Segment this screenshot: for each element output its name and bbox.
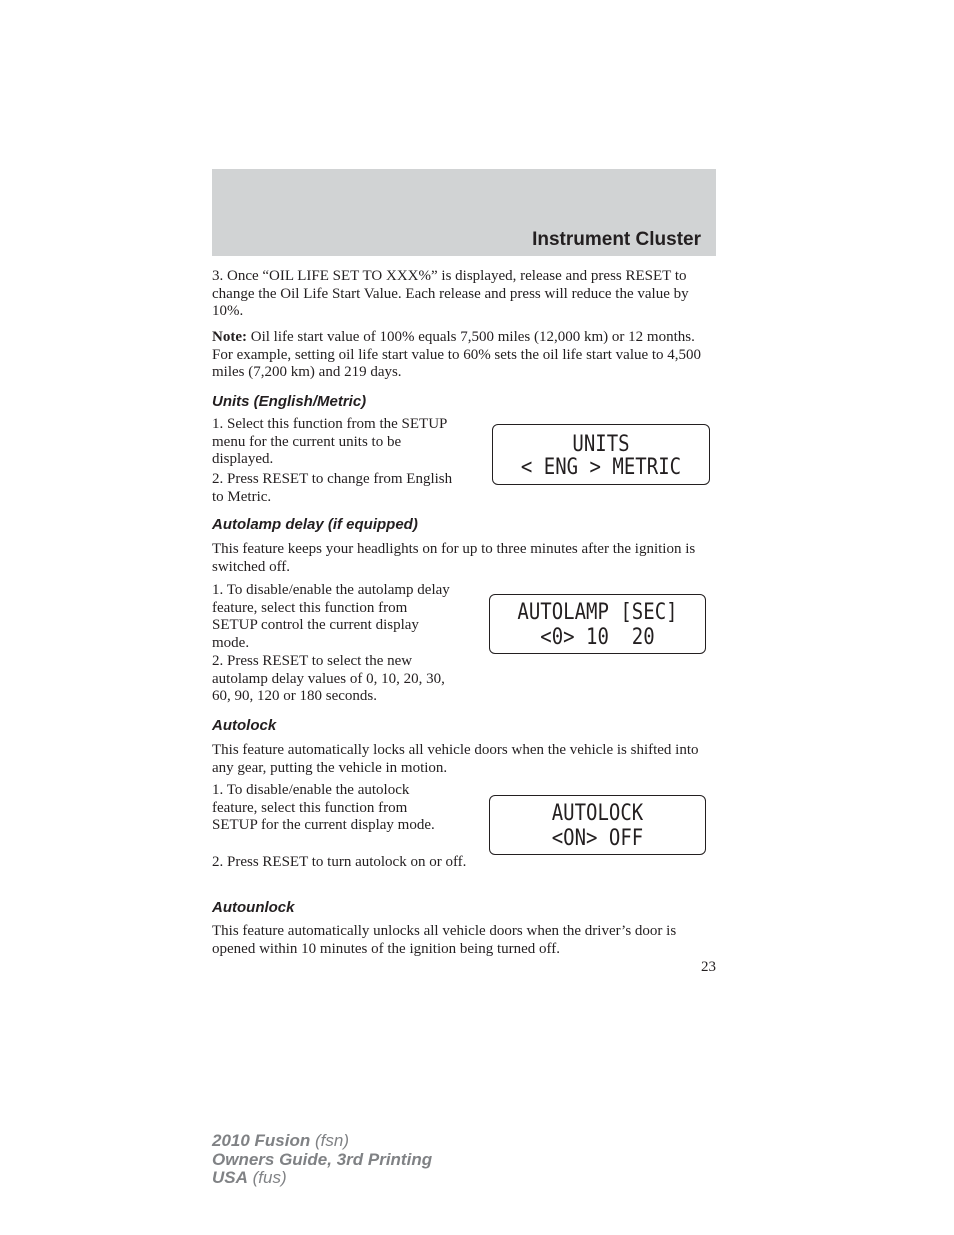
- autolamp-heading: Autolamp delay (if equipped): [212, 516, 418, 533]
- footer-line-1: [212, 1132, 432, 1151]
- section-title: Instrument Cluster: [532, 229, 701, 250]
- note-text: Oil life start value of 100% equals 7,500 miles (12,000 km) or 12 months. For example, setting oil life start value to 60% sets the oil life start value to 4,500 miles (7,200 km) and 219 days.: [212, 329, 702, 380]
- autolock-display-line-2: <ON> OFF: [551, 825, 644, 851]
- autounlock-heading: Autounlock: [212, 899, 295, 916]
- units-heading: Units (English/Metric): [212, 393, 367, 410]
- units-display-line-1: UNITS: [572, 431, 630, 457]
- autolock-step-2: 2. Press RESET to turn autolock on or off.: [212, 854, 467, 870]
- oil-life-note: [212, 329, 712, 382]
- footer-model-code: (fsn): [310, 1131, 349, 1150]
- note-label: Note:: [212, 329, 247, 345]
- autolamp-display-line-1: AUTOLAMP [SEC]: [517, 599, 678, 625]
- footer-market-code: (fus): [247, 1168, 287, 1187]
- oil-life-step-3: 3. Once “OIL LIFE SET TO XXX%” is displayed, release and press RESET to change the Oil Life Start Value. Each release and press will reduce the value by 10%.: [212, 268, 689, 319]
- autolock-step-1: 1. To disable/enable the autolock feature, select this function from SETUP for the current display mode.: [212, 782, 435, 833]
- footer-line-3: [212, 1169, 432, 1188]
- footer-model: 2010 Fusion: [212, 1131, 311, 1150]
- autounlock-intro: This feature automatically unlocks all vehicle doors when the driver’s door is opened within 10 minutes of the ignition being turned off.: [212, 923, 677, 957]
- autolock-heading: Autolock: [212, 717, 277, 734]
- units-step-2: 2. Press RESET to change from English to Metric.: [212, 471, 453, 505]
- autolamp-intro: This feature keeps your headlights on for up to three minutes after the ignition is switched off.: [212, 541, 696, 575]
- section-header-band: [212, 169, 716, 256]
- units-display: [492, 424, 710, 485]
- units-step-1: 1. Select this function from the SETUP menu for the current units to be displayed.: [212, 416, 447, 467]
- footer-printing: Owners Guide, 3rd Printing: [212, 1149, 433, 1169]
- footer-print-info: [212, 1132, 432, 1188]
- autolamp-step-2: 2. Press RESET to select the new autolamp delay values of 0, 10, 20, 30, 60, 90, 120 or 180 seconds.: [212, 653, 445, 704]
- autolock-display: [489, 795, 706, 855]
- autolock-display-line-1: AUTOLOCK: [551, 800, 644, 826]
- autolamp-display-line-2: <0> 10 20: [540, 624, 655, 650]
- autolamp-display: [489, 594, 706, 654]
- autolamp-step-1: 1. To disable/enable the autolamp delay feature, select this function from SETUP control the current display mode.: [212, 582, 450, 651]
- footer-line-2: [212, 1151, 432, 1170]
- footer-market: USA: [212, 1168, 248, 1187]
- autolock-intro: This feature automatically locks all vehicle doors when the vehicle is shifted into any gear, putting the vehicle in motion.: [212, 742, 699, 776]
- page-number: 23: [701, 959, 716, 975]
- units-display-line-2: < ENG > METRIC: [520, 454, 682, 480]
